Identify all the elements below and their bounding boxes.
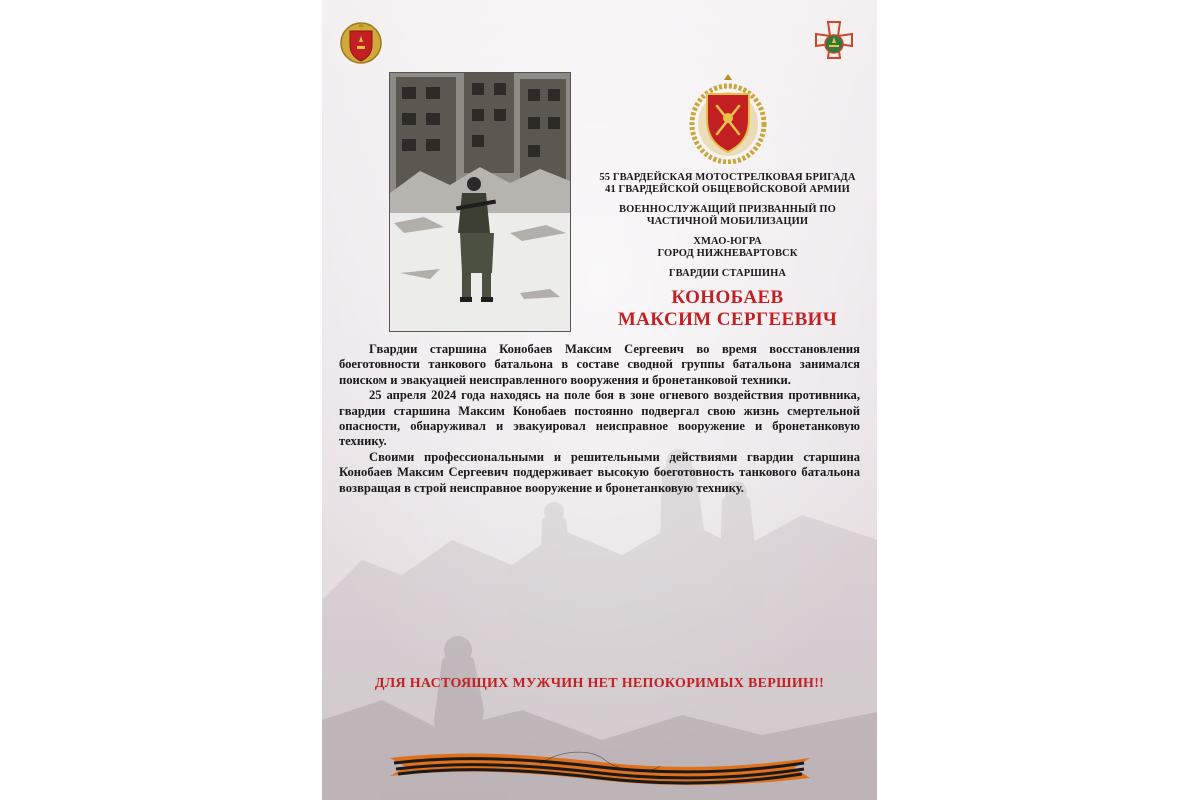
rank-line: ГВАРДИИ СТАРШИНА	[668, 268, 787, 279]
brigade-shield-emblem-icon	[338, 16, 384, 68]
body-paragraph-1: Гвардии старшина Конобаев Максим Сергеевич во время восстановления боеготовности танкового батальона в составе сводной группы батальона занимался поиском и эвакуацией неисправленного вооружения и бронетанковой техники.	[339, 342, 860, 387]
st-george-ribbon-icon	[390, 744, 810, 790]
status-line-2: ЧАСТИЧНОЙ МОБИЛИЗАЦИИ	[646, 215, 809, 227]
body-text	[339, 342, 860, 496]
region-line-1: ХМАО-ЮГРА	[693, 236, 762, 247]
body-paragraph-2: 25 апреля 2024 года находясь на поле боя в зоне огневого воздействия противника, гвардии старшина Максим Конобаев постоянно подвергал свою жизнь смертельной опасности, обнаруживал и эвакуировал неисправное вооружение и бронетанковую технику.	[339, 388, 860, 449]
motto: ДЛЯ НАСТОЯЩИХ МУЖЧИН НЕТ НЕПОКОРИМЫХ ВЕРШИН!!	[374, 676, 825, 691]
unit-line-1: 55 ГВАРДЕЙСКАЯ МОТОСТРЕЛКОВАЯ БРИГАДА	[599, 172, 856, 183]
army-shield-emblem-icon	[689, 72, 767, 164]
surname: КОНОБАЕВ	[671, 286, 784, 308]
cross-order-emblem-icon	[808, 18, 860, 70]
given-names: МАКСИМ СЕРГЕЕВИЧ	[617, 308, 838, 330]
poster	[322, 0, 877, 800]
region-line-2: ГОРОД НИЖНЕВАРТОВСК	[657, 247, 798, 259]
status-line-1: ВОЕННОСЛУЖАЩИЙ ПРИЗВАННЫЙ ПО	[619, 204, 836, 215]
body-paragraph-3: Своими профессиональными и решительными действиями гвардии старшина Конобаев Максим Сергеевич поддерживает высокую боеготовность танкового батальона возвращая в строй неисправное вооружение и бронетанковую технику.	[339, 449, 860, 495]
header-block	[580, 172, 875, 331]
unit-line-2: 41 ГВАРДЕЙСКОЙ ОБЩЕВОЙСКОВОЙ АРМИИ	[605, 183, 850, 195]
serviceman-photo	[389, 72, 571, 332]
